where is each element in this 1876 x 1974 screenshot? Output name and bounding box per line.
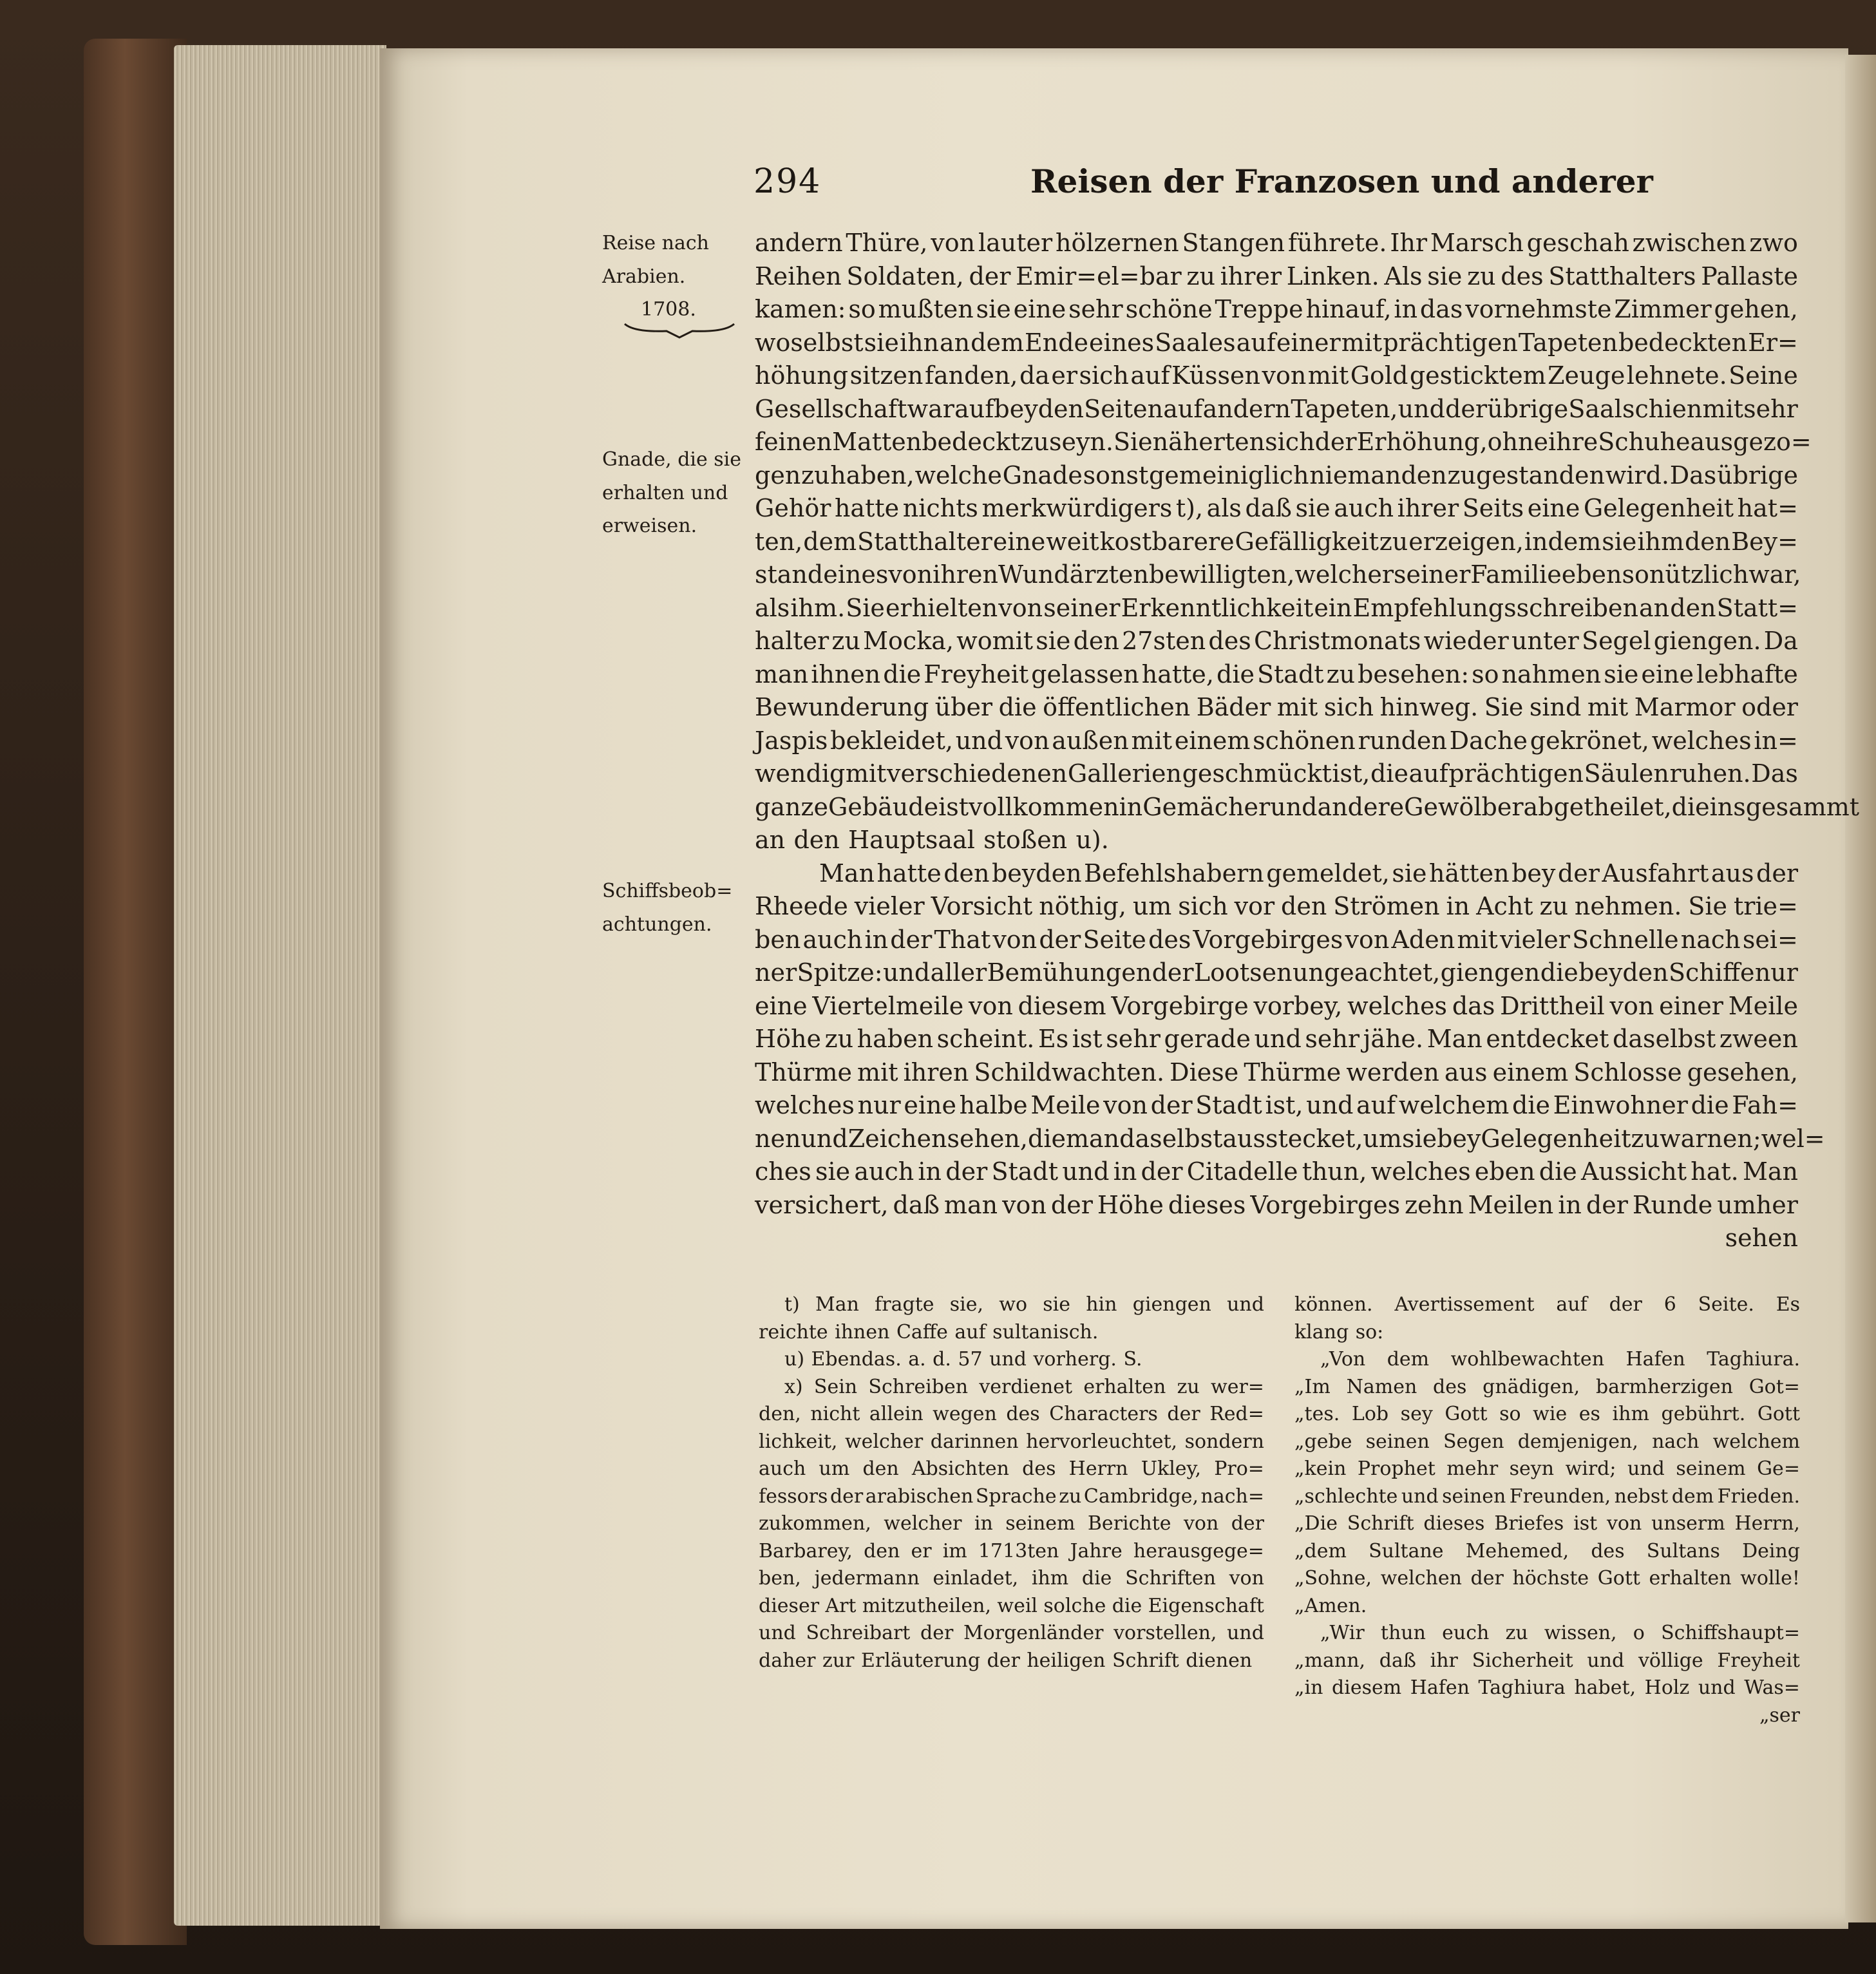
footnote-line: klang so: [1294,1320,1384,1343]
text-line: als ihm. Sie erhielten von seiner Erkenntlichkeit ein Empfehlungsschreiben an den Statt= [755,593,1798,622]
text-line: Rheede vieler Vorsicht nöthig, um sich vor den Strömen in Acht zu nehmen. Sie trie= [755,892,1798,920]
text-line: Bewunderung über die öffentlichen Bäder mit sich hinweg. Sie sind mit Marmor oder [755,693,1798,721]
margin-note-travel [602,227,750,327]
margin-note-line: Schiffsbeob= [602,880,733,902]
text-line: ten, dem Statthalter eine weit kostbarere Gefälligkeit zu erzeigen, indem sie ihm den Bey= [755,527,1798,556]
footnote-line: und Schreibart der Morgenländer vorstellen, und [759,1622,1264,1644]
text-line: sehen [1725,1224,1798,1252]
margin-note-line: Arabien. [602,265,686,288]
footnote-line: lichkeit, welcher darinnen hervorleuchtet, sondern [759,1430,1264,1453]
text-line: Gesellschaft war auf beyden Seiten auf andern Tapeten, und der übrige Saal schien mit sehr [755,394,1798,423]
footnote-line: „Im Namen des gnädigen, barmherzigen Got= [1294,1375,1800,1398]
text-line: ganze Gebäude ist vollkommen in Gemächer und andere Gewölber abgetheilet, die insgesammt [755,792,1860,821]
footnote-line: „kein Prophet mehr seyn wird; und seinem Ge= [1294,1457,1800,1480]
footnote-line: ben, jedermann einladet, ihm die Schriften von [759,1567,1264,1590]
next-page-edge [1845,55,1876,1922]
footnote-line: „tes. Lob sey Gott so wie es ihm gebührt. Gott [1294,1403,1800,1425]
text-line: versichert, daß man von der Höhe dieses Vorgebirges zehn Meilen in der Runde umher [755,1190,1798,1219]
page-number: 294 [753,162,822,201]
margin-note-grace [602,443,750,543]
footnote-line: x) Sein Schreiben verdienet erhalten zu wer= [784,1375,1264,1398]
running-title: Reisen der Franzosen und anderer [1030,162,1653,200]
text-line: andern Thüre, von lauter hölzernen Stangen führete. Ihr Marsch geschah zwischen zwo [755,229,1798,257]
footnote-line: „schlechte und seinen Freunden, nebst dem Frieden. [1294,1485,1800,1508]
text-line: gen zu haben, welche Gnade sonst gemeiniglich niemanden zugestanden wird. Das übrige [755,460,1798,489]
footnote-line: „Wir thun euch zu wissen, o Schiffshaupt= [1320,1622,1800,1644]
footnote-line: „Von dem wohlbewachten Hafen Taghiura. [1320,1348,1800,1371]
footnote-line: „mann, daß ihr Sicherheit und völlige Freyheit [1294,1649,1800,1672]
text-line: kamen: so mußten sie eine sehr schöne Treppe hinauf, in das vornehmste Zimmer gehen, [755,295,1798,323]
footnote-line: „Sohne, welchen der höchste Gott erhalten wolle! [1294,1567,1800,1590]
footnote-line: „gebe seinen Segen demjenigen, nach welchem [1294,1430,1800,1453]
margin-note-line: erweisen. [602,515,697,537]
footnote-line: „Die Schrift dieses Briefes ist von unserm Herrn, [1294,1512,1800,1535]
margin-note-ship [602,875,750,941]
footnote-line: dieser Art mitzutheilen, weil solche die Eigenschaft [759,1594,1264,1617]
text-line: stand eines von ihren Wundärzten bewilligten, welcher seiner Familie eben so nützlich war, [755,560,1801,589]
bracket-ornament [621,321,737,340]
main-text-block [755,227,1860,1255]
text-line: Thürme mit ihren Schildwachten. Diese Thürme werden aus einem Schlosse gesehen, [755,1058,1798,1087]
footnotes-left-column [759,1291,1264,1675]
page-header [753,162,1653,214]
page-edges [174,45,386,1926]
footnote-line: t) Man fragte sie, wo sie hin giengen und [784,1293,1264,1316]
text-line: feinen Matten bedeckt zu seyn. Sie näherten sich der Erhöhung, ohne ihre Schuhe ausgezo= [755,428,1812,456]
text-line: nen und Zeichen sehen, die man daselbst ausstecket, um sie bey Gelegenheit zu warnen; wel= [755,1124,1825,1153]
footnote-line: können. Avertissement auf der 6 Seite. Es [1294,1293,1800,1316]
footnote-line: zukommen, welcher in seinem Berichte von der [759,1512,1264,1535]
text-line: wendig mit verschiedenen Gallerien geschmückt ist, die auf prächtigen Säulen ruhen. Das [755,759,1798,788]
text-line: Höhe zu haben scheint. Es ist sehr gerade und sehr jähe. Man entdecket daselbst zween [755,1025,1798,1053]
text-line: an den Hauptsaal stoßen u). [755,826,1109,854]
footnote-line: fessors der arabischen Sprache zu Cambridge, nach= [759,1485,1264,1508]
book-cover-spine [84,39,187,1945]
footnote-line: daher zur Erläuterung der heiligen Schrift dienen [759,1649,1253,1672]
text-line: man ihnen die Freyheit gelassen hatte, die Stadt zu besehen: so nahmen sie eine lebhafte [755,660,1798,688]
text-line: welches nur eine halbe Meile von der Stadt ist, und auf welchem die Einwohner die Fah= [755,1091,1798,1119]
text-line: eine Viertelmeile von diesem Vorgebirge vorbey, welches das Drittheil von einer Meile [755,991,1798,1020]
text-line: Jaspis bekleidet, und von außen mit einem schönen runden Dache gekrönet, welches in= [755,726,1798,755]
text-line: Reihen Soldaten, der Emir=el=bar zu ihrer Linken. Als sie zu des Statthalters Pallaste [755,261,1798,290]
text-line: Man hatte den beyden Befehlshabern gemeldet, sie hätten bey der Ausfahrt aus der [819,859,1798,887]
margin-note-line: 1708. [641,298,696,321]
footnote-line: „dem Sultane Mehemed, des Sultans Deing [1294,1539,1800,1562]
text-line: ner Spitze: und aller Bemühungen der Lootsen ungeachtet, giengen die beyden Schiffe nur [755,958,1798,987]
text-line: halter zu Mocka, womit sie den 27sten des Christmonats wieder unter Segel giengen. Da [755,627,1798,655]
footnote-line: Barbarey, den er im 1713ten Jahre herausgege= [759,1539,1264,1562]
footnote-line: den, nicht allein wegen des Characters der Red= [759,1403,1264,1425]
footnote-line: auch um den Absichten des Herrn Ukley, Pro= [759,1457,1264,1480]
text-line: Gehör hatte nichts merkwürdigers t), als daß sie auch ihrer Seits eine Gelegenheit hat= [755,494,1798,522]
footnote-line: „in diesem Hafen Taghiura habet, Holz und Was= [1294,1676,1800,1699]
footnote-line: u) Ebendas. a. d. 57 und vorherg. S. [784,1348,1142,1371]
text-line: woselbst sie ihn an dem Ende eines Saales auf einer mit prächtigen Tapeten bedeckten Er= [755,328,1798,357]
footnotes-right-column [1294,1291,1800,1729]
footnote-line: „ser [1759,1704,1800,1727]
text-line: höhung sitzen fanden, da er sich auf Küssen von mit Gold gesticktem Zeuge lehnete. Seine [755,361,1798,390]
text-line: ben auch in der That von der Seite des Vorgebirges von Aden mit vieler Schnelle nach sei= [755,925,1798,954]
margin-note-line: Reise nach [602,232,709,254]
margin-note-line: erhalten und [602,481,728,504]
margin-note-line: Gnade, die sie [602,448,742,471]
footnote-line: reichte ihnen Caffe auf sultanisch. [759,1320,1099,1343]
text-line: ches sie auch in der Stadt und in der Citadelle thun, welches eben die Aussicht hat. Man [755,1157,1798,1186]
margin-note-line: achtungen. [602,913,712,936]
footnote-line: „Amen. [1294,1594,1367,1617]
